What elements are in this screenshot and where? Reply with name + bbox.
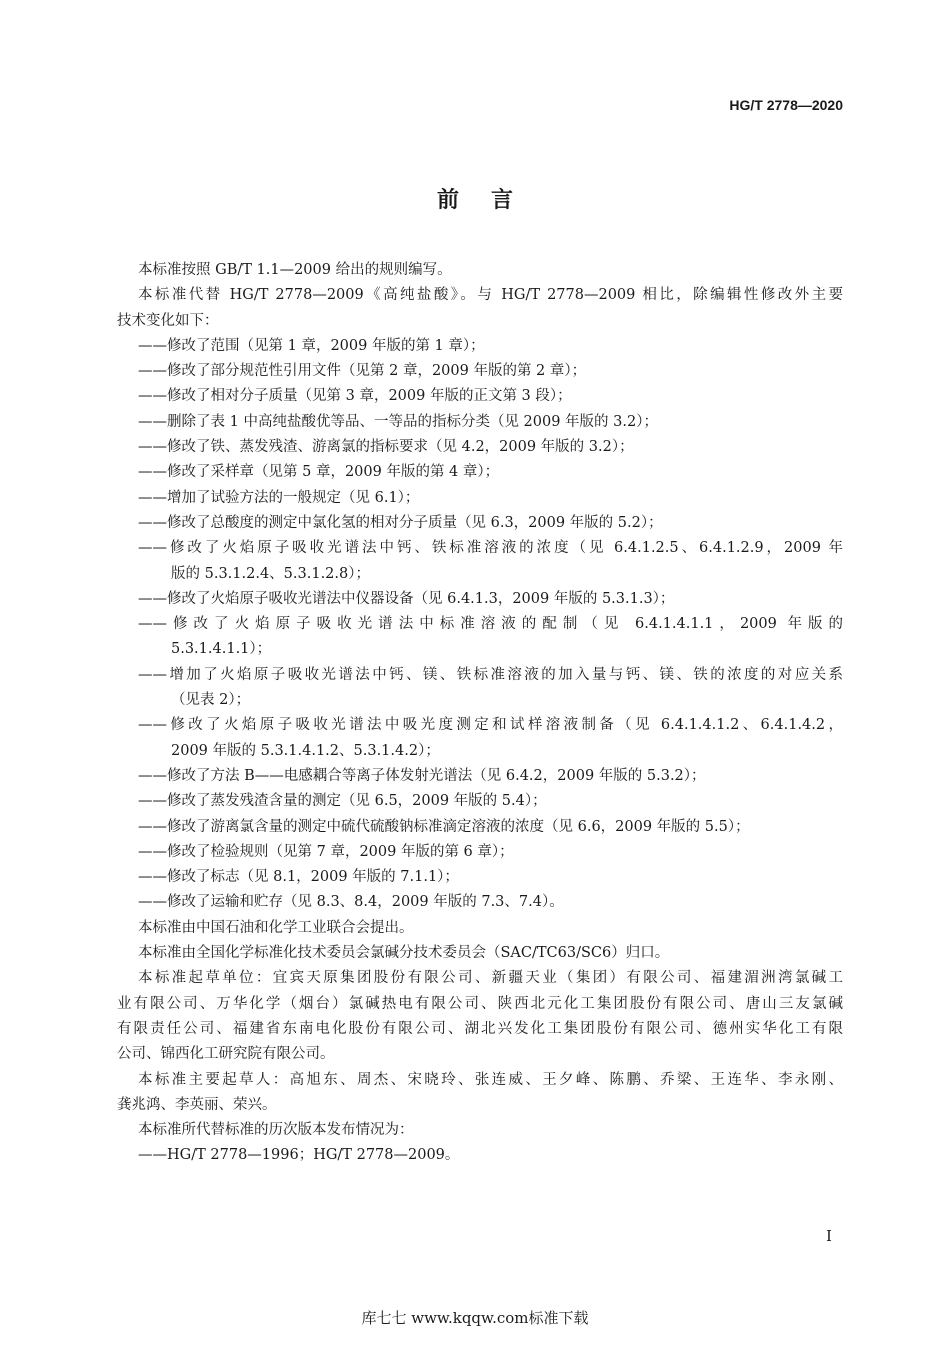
text-line: 本标准由中国石油和化学工业联合会提出。: [138, 919, 414, 936]
text-line: ——修改了火焰原子吸收光谱法中吸光度测定和试样溶液制备（见 6.4.1.4.1.2、6.4.1.4.2，: [138, 717, 843, 734]
text-line: ——修改了火焰原子吸收光谱法中钙、铁标准溶液的浓度（见 6.4.1.2.5、6.4.1.2.9，2009 年: [138, 540, 843, 557]
text-line: ——修改了火焰原子吸收光谱法中标准溶液的配制（见 6.4.1.4.1.1，2009 年版的: [138, 616, 843, 633]
text-line: ——修改了范围（见第 1 章，2009 年版的第 1 章）；: [138, 337, 485, 354]
page-title: [0, 183, 950, 214]
text-line: 版的 5.3.1.2.4、5.3.1.2.8）；: [171, 565, 370, 582]
text-line: 本标准所代替标准的历次版本发布情况为：: [138, 1122, 414, 1139]
change-list-item: [117, 435, 843, 460]
text-line: ——修改了检验规则（见第 7 章，2009 年版的第 6 章）；: [138, 843, 514, 860]
text-line: ——修改了相对分子质量（见第 3 章，2009 年版的正文第 3 段）；: [138, 388, 572, 405]
change-list-item: [117, 384, 843, 409]
text-line: 本标准由全国化学标准化技术委员会氯碱分技术委员会（SAC/TC63/SC6）归口。: [138, 945, 670, 962]
paragraph: [117, 966, 843, 1067]
text-line: ——修改了方法 B——电感耦合等离子体发射光谱法（见 6.4.2，2009 年版的 5.3.2）；: [138, 767, 706, 784]
document-body: [117, 258, 843, 1169]
paragraph: [117, 916, 843, 941]
text-line: ——修改了标志（见 8.1，2009 年版的 7.1.1）；: [138, 869, 459, 886]
text-line: （见表 2）；: [171, 692, 251, 709]
change-list-item: [117, 334, 843, 359]
change-list-item: [117, 612, 843, 663]
text-line: 本标准按照 GB/T 1.1—2009 给出的规则编写。: [138, 262, 452, 278]
change-list-item: [117, 536, 843, 587]
paragraph: [117, 1118, 843, 1143]
paragraph: [117, 258, 843, 283]
title-part: 言: [491, 188, 514, 213]
text-line: 本标准代替 HG/T 2778—2009《高纯盐酸》。与 HG/T 2778—2009 相比，除编辑性修改外主要: [138, 287, 843, 304]
change-list-item: [117, 815, 843, 840]
change-list-item: [117, 713, 843, 764]
change-list-item: [117, 1143, 843, 1168]
text-line: ——删除了表 1 中高纯盐酸优等品、一等品的指标分类（见 2009 年版的 3.2）；: [138, 413, 658, 430]
text-line: ——修改了部分规范性引用文件（见第 2 章，2009 年版的第 2 章）；: [138, 363, 587, 380]
text-line: ——修改了蒸发残渣含量的测定（见 6.5，2009 年版的 5.4）；: [138, 793, 547, 810]
text-line: ——修改了运输和贮存（见 8.3、8.4，2009 年版的 7.3、7.4）。: [138, 894, 564, 911]
change-list-item: [117, 359, 843, 384]
text-line: 公司、锦西化工研究院有限公司。: [117, 1046, 335, 1063]
paragraph: [117, 283, 843, 334]
change-list-item: [117, 890, 843, 915]
text-line: ——修改了总酸度的测定中氯化氢的相对分子质量（见 6.3，2009 年版的 5.2）；: [138, 514, 663, 531]
text-line: 5.3.1.4.1.1）；: [171, 641, 272, 658]
text-line: 业有限公司、万华化学（烟台）氯碱热电有限公司、陕西北元化工集团股份有限公司、唐山三友氯碱: [117, 995, 843, 1012]
change-list-item: [117, 587, 843, 612]
paragraph: [117, 1068, 843, 1119]
text-line: 本标准起草单位：宜宾天原集团股份有限公司、新疆天业（集团）有限公司、福建湄洲湾氯碱工: [138, 970, 843, 987]
change-list-item: [117, 840, 843, 865]
text-line: ——修改了火焰原子吸收光谱法中仪器设备（见 6.4.1.3，2009 年版的 5.3.1.3）；: [138, 590, 675, 607]
text-line: ——修改了游离氯含量的测定中硫代硫酸钠标准滴定溶液的浓度（见 6.6，2009 年版的 5.5）；: [138, 818, 750, 835]
text-line: 龚兆鸿、李英丽、荣兴。: [117, 1096, 277, 1113]
text-line: 2009 年版的 5.3.1.4.1.2、5.3.1.4.2）；: [171, 742, 440, 759]
text-line: 技术变化如下：: [117, 312, 219, 329]
change-list-item: [117, 865, 843, 890]
change-list-item: [117, 511, 843, 536]
change-list-item: [117, 460, 843, 485]
footer-watermark: 库七七 www.kqqw.com标准下载: [361, 1309, 589, 1327]
text-line: ——HG/T 2778—1996；HG/T 2778—2009。: [138, 1147, 460, 1164]
text-line: ——增加了火焰原子吸收光谱法中钙、镁、铁标准溶液的加入量与钙、镁、铁的浓度的对应关系: [138, 666, 843, 683]
change-list-item: [117, 410, 843, 435]
text-line: ——修改了采样章（见第 5 章，2009 年版的第 4 章）；: [138, 464, 500, 481]
change-list-item: [117, 764, 843, 789]
text-line: ——增加了试验方法的一般规定（见 6.1）；: [138, 489, 420, 506]
text-line: 本标准主要起草人：高旭东、周杰、宋晓玲、张连威、王夕峰、陈鹏、乔梁、王连华、李永刚、: [138, 1071, 843, 1088]
text-line: ——修改了铁、蒸发残渣、游离氯的指标要求（见 4.2，2009 年版的 3.2）；: [138, 439, 634, 456]
paragraph: [117, 941, 843, 966]
standard-number: HG/T 2778—2020: [729, 97, 843, 113]
title-part: 前: [436, 188, 459, 213]
page-number: I: [826, 1227, 832, 1245]
text-line: 有限责任公司、福建省东南电化股份有限公司、湖北兴发化工集团股份有限公司、德州实华化工有限: [117, 1020, 843, 1037]
change-list-item: [117, 486, 843, 511]
change-list-item: [117, 663, 843, 714]
change-list-item: [117, 789, 843, 814]
